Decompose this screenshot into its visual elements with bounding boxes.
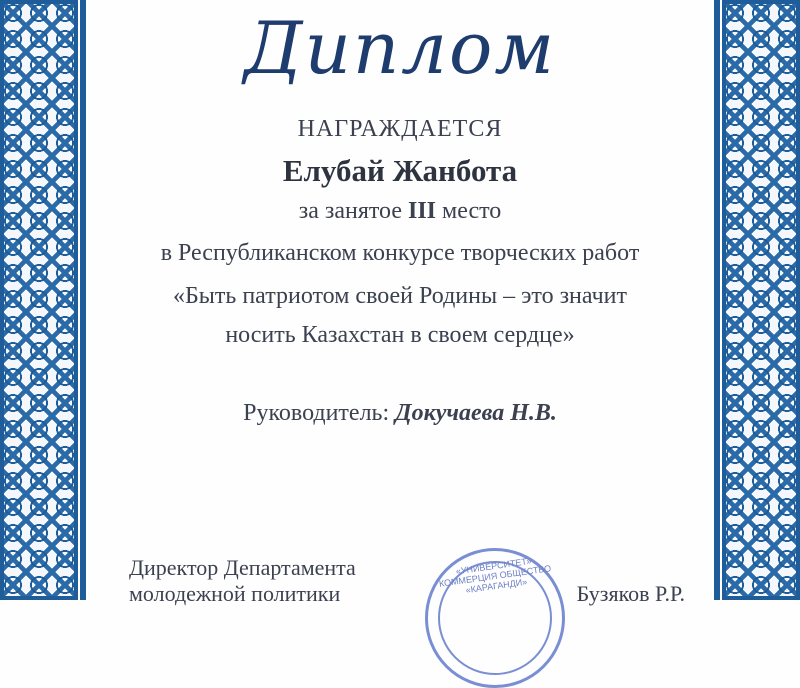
leader-line bbox=[95, 400, 705, 427]
official-seal bbox=[425, 548, 565, 688]
recipient-name: Елубай Жанбота bbox=[282, 153, 518, 188]
contest-title-line-1: «Быть патриотом своей Родины – это значит bbox=[172, 283, 627, 309]
seal-text: «УНИВЕРСИТЕТ» КОММЕРЦИЯ ОБЩЕСТВО «КАРАГАНДИ» bbox=[438, 555, 552, 596]
contest-title-line-2: носить Казахстан в своем сердце» bbox=[225, 322, 575, 348]
diploma-title: Диплом bbox=[243, 6, 557, 90]
place-value: III bbox=[407, 198, 437, 224]
place-suffix: место bbox=[442, 198, 502, 224]
awarded-label: НАГРАЖДАЕТСЯ bbox=[297, 116, 503, 142]
signatory-name: Бузяков Р.Р. bbox=[576, 581, 685, 606]
place-prefix: за занятое bbox=[298, 198, 402, 224]
ornament-border-left bbox=[0, 0, 78, 600]
place-line bbox=[95, 198, 705, 225]
contest-line: в Республиканском конкурсе творческих работ bbox=[160, 240, 640, 266]
leader-label: Руководитель: bbox=[243, 400, 390, 426]
ornament-border-right bbox=[722, 0, 800, 600]
signatory-title bbox=[129, 555, 356, 607]
signatory-title-line-2: молодежной политики bbox=[129, 581, 341, 606]
leader-name: Докучаева Н.В. bbox=[395, 400, 557, 426]
diploma-body bbox=[95, 0, 705, 606]
signatory-title-line-1: Директор Департамента bbox=[129, 555, 356, 580]
